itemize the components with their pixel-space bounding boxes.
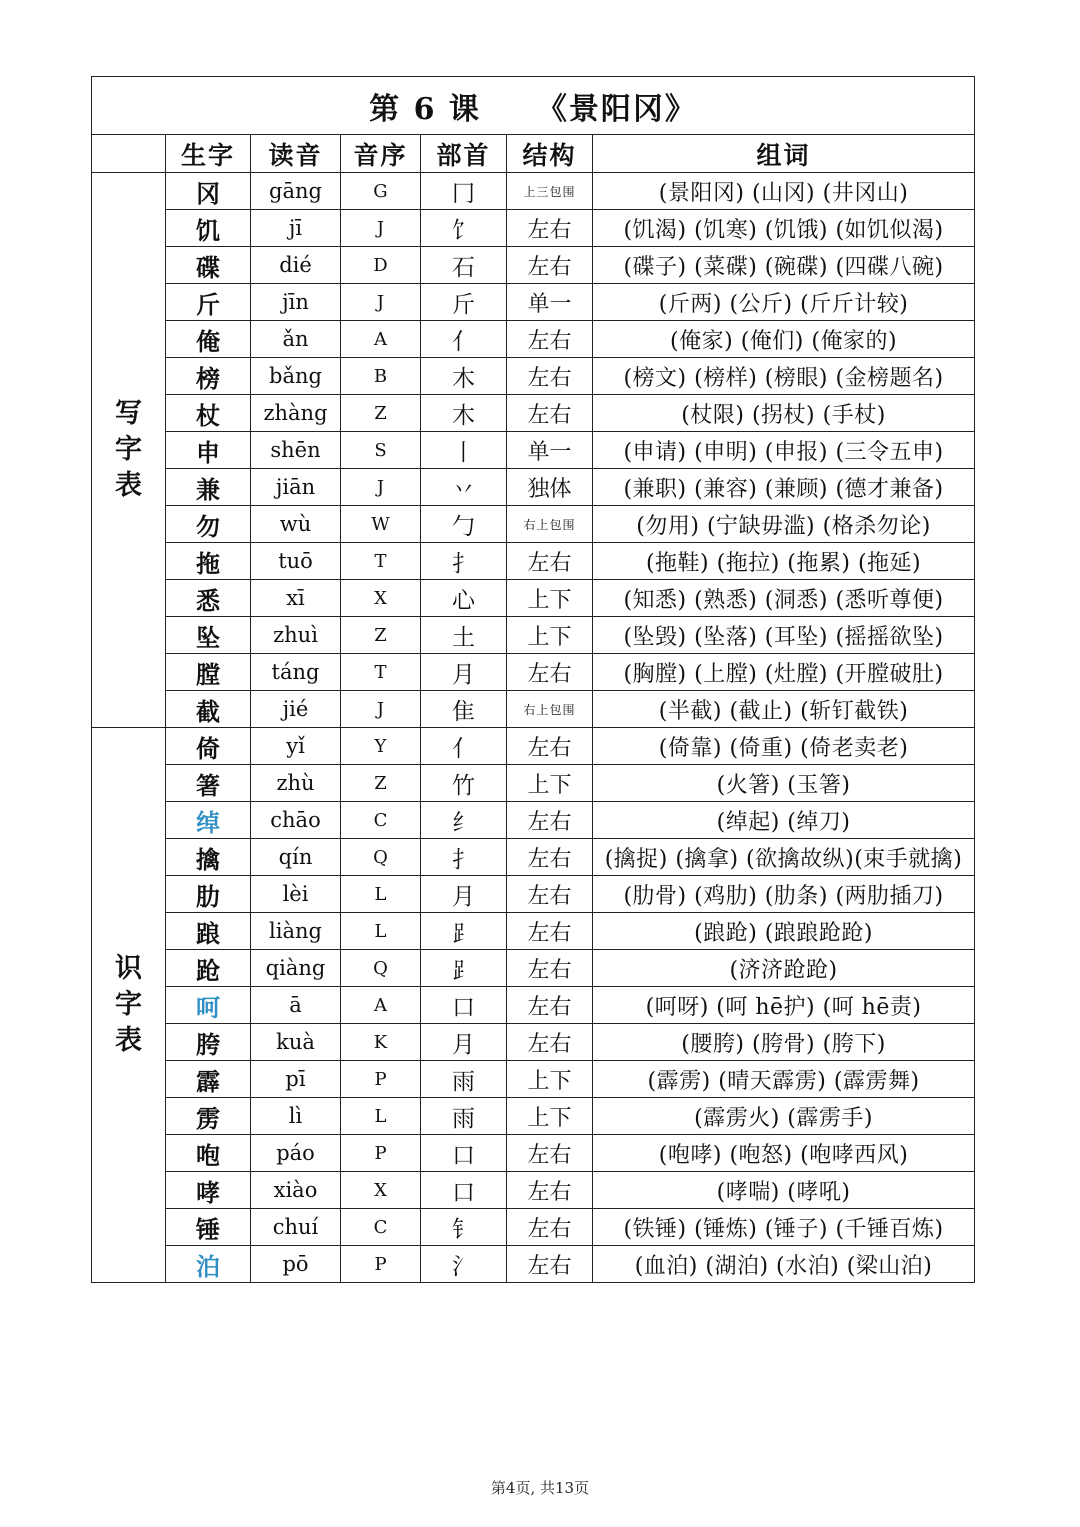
char-cell: 雳 [166,1098,251,1135]
table-row [92,1246,975,1283]
header-order: 音序 [341,135,421,173]
header-structure: 结构 [507,135,593,173]
table-row [92,802,975,839]
char-cell: 截 [166,691,251,728]
order-cell: X [341,580,421,617]
table-row [92,210,975,247]
pinyin-cell: liàng [251,913,341,950]
radical-cell: 石 [421,247,507,284]
words-cell: (腰胯) (胯骨) (胯下) [593,1024,975,1061]
order-cell: T [341,543,421,580]
radical-cell: 饣 [421,210,507,247]
words-cell: (兼职) (兼容) (兼顾) (德才兼备) [593,469,975,506]
pinyin-cell: tuō [251,543,341,580]
structure-cell: 左右 [507,802,593,839]
structure-cell: 左右 [507,358,593,395]
pinyin-cell: kuà [251,1024,341,1061]
pinyin-cell: zhù [251,765,341,802]
structure-cell: 左右 [507,876,593,913]
words-cell: (血泊) (湖泊) (水泊) (梁山泊) [593,1246,975,1283]
structure-cell: 左右 [507,913,593,950]
words-cell: (呵呀) (呵 hē护) (呵 hē责) [593,987,975,1024]
words-cell: (知悉) (熟悉) (洞悉) (悉听尊便) [593,580,975,617]
structure-cell: 左右 [507,654,593,691]
pinyin-cell: ǎn [251,321,341,358]
radical-cell: ⻊ [421,913,507,950]
structure-cell: 左右 [507,1246,593,1283]
order-cell: C [341,802,421,839]
words-cell: (咆哮) (咆怒) (咆哮西风) [593,1135,975,1172]
words-cell: (饥渴) (饥寒) (饥饿) (如饥似渴) [593,210,975,247]
words-cell: (胸膛) (上膛) (灶膛) (开膛破肚) [593,654,975,691]
char-cell: 膛 [166,654,251,691]
radical-cell: 月 [421,1024,507,1061]
table-row [92,543,975,580]
pinyin-cell: jié [251,691,341,728]
structure-cell: 左右 [507,543,593,580]
words-cell: (拖鞋) (拖拉) (拖累) (拖延) [593,543,975,580]
pinyin-cell: pō [251,1246,341,1283]
table-row [92,1098,975,1135]
table-row [92,1135,975,1172]
char-cell: 饥 [166,210,251,247]
words-cell: (榜文) (榜样) (榜眼) (金榜题名) [593,358,975,395]
char-cell: 申 [166,432,251,469]
structure-cell: 左右 [507,210,593,247]
order-cell: J [341,284,421,321]
structure-cell: 上三包围 [507,173,593,210]
radical-cell: 木 [421,358,507,395]
char-cell: 倚 [166,728,251,765]
table-row [92,358,975,395]
title-row [92,77,975,135]
char-cell: 霹 [166,1061,251,1098]
words-cell: (俺家) (俺们) (俺家的) [593,321,975,358]
words-cell: (肋骨) (鸡肋) (肋条) (两肋插刀) [593,876,975,913]
pinyin-cell: qín [251,839,341,876]
pinyin-cell: zhàng [251,395,341,432]
table-row [92,987,975,1024]
table-body [92,173,975,1283]
char-cell: 踉 [166,913,251,950]
radical-cell: 雨 [421,1061,507,1098]
char-cell: 呵 [166,987,251,1024]
table-row [92,876,975,913]
order-cell: Z [341,765,421,802]
radical-cell: 亻 [421,321,507,358]
radical-cell: 丷 [421,469,507,506]
order-cell: X [341,1172,421,1209]
order-cell: K [341,1024,421,1061]
radical-cell: 钅 [421,1209,507,1246]
pinyin-cell: jīn [251,284,341,321]
structure-cell: 左右 [507,321,593,358]
pinyin-cell: shēn [251,432,341,469]
words-cell: (济济跄跄) [593,950,975,987]
char-cell: 跄 [166,950,251,987]
order-cell: S [341,432,421,469]
radical-cell: 亻 [421,728,507,765]
char-cell: 榜 [166,358,251,395]
words-cell: (景阳冈) (山冈) (井冈山) [593,173,975,210]
table-row [92,469,975,506]
pinyin-cell: wù [251,506,341,543]
order-cell: B [341,358,421,395]
order-cell: W [341,506,421,543]
lesson-title [92,77,975,135]
page-footer: 第4页, 共13页 [490,1479,590,1497]
words-cell: (踉跄) (踉踉跄跄) [593,913,975,950]
table-row [92,1209,975,1246]
pinyin-cell: jī [251,210,341,247]
structure-cell: 上下 [507,1098,593,1135]
order-cell: A [341,987,421,1024]
table-row [92,1061,975,1098]
pinyin-cell: bǎng [251,358,341,395]
structure-cell: 上下 [507,580,593,617]
order-cell: G [341,173,421,210]
pinyin-cell: gāng [251,173,341,210]
order-cell: L [341,876,421,913]
char-cell: 哮 [166,1172,251,1209]
radical-cell: 雨 [421,1098,507,1135]
pinyin-cell: táng [251,654,341,691]
header-words: 组词 [593,135,975,173]
words-cell: (半截) (截止) (斩钉截铁) [593,691,975,728]
pinyin-cell: yǐ [251,728,341,765]
radical-cell: 土 [421,617,507,654]
table-row [92,395,975,432]
char-cell: 兼 [166,469,251,506]
char-cell: 悉 [166,580,251,617]
structure-cell: 单一 [507,284,593,321]
header-row [92,135,975,173]
table-row [92,913,975,950]
structure-cell: 左右 [507,1209,593,1246]
header-radical: 部首 [421,135,507,173]
char-cell: 绰 [166,802,251,839]
structure-cell: 右上包围 [507,691,593,728]
char-cell: 冈 [166,173,251,210]
pinyin-cell: ā [251,987,341,1024]
pinyin-cell: páo [251,1135,341,1172]
radical-cell: 木 [421,395,507,432]
words-cell: (坠毁) (坠落) (耳坠) (摇摇欲坠) [593,617,975,654]
char-cell: 斤 [166,284,251,321]
table-row [92,654,975,691]
structure-cell: 单一 [507,432,593,469]
char-cell: 箸 [166,765,251,802]
order-cell: J [341,469,421,506]
words-cell: (倚靠) (倚重) (倚老卖老) [593,728,975,765]
pinyin-cell: zhuì [251,617,341,654]
pinyin-cell: jiān [251,469,341,506]
vocab-table [91,76,975,1283]
pinyin-cell: qiàng [251,950,341,987]
table-row [92,691,975,728]
order-cell: Z [341,395,421,432]
order-cell: J [341,691,421,728]
char-cell: 俺 [166,321,251,358]
structure-cell: 左右 [507,247,593,284]
table-row [92,765,975,802]
order-cell: P [341,1061,421,1098]
order-cell: Y [341,728,421,765]
table-row [92,506,975,543]
order-cell: L [341,1098,421,1135]
table-row [92,1024,975,1061]
words-cell: (擒捉) (擒拿) (欲擒故纵)(束手就擒) [593,839,975,876]
pinyin-cell: pī [251,1061,341,1098]
radical-cell: 丨 [421,432,507,469]
table-row [92,950,975,987]
structure-cell: 左右 [507,395,593,432]
words-cell: (火箸) (玉箸) [593,765,975,802]
order-cell: P [341,1135,421,1172]
radical-cell: 扌 [421,543,507,580]
structure-cell: 左右 [507,1135,593,1172]
words-cell: (霹雳) (晴天霹雳) (霹雳舞) [593,1061,975,1098]
table-row [92,617,975,654]
words-cell: (霹雳火) (霹雳手) [593,1098,975,1135]
pinyin-cell: chāo [251,802,341,839]
order-cell: L [341,913,421,950]
header-char: 生字 [166,135,251,173]
order-cell: A [341,321,421,358]
table-row [92,432,975,469]
structure-cell: 左右 [507,987,593,1024]
radical-cell: 口 [421,1172,507,1209]
radical-cell: 月 [421,876,507,913]
char-cell: 咆 [166,1135,251,1172]
structure-cell: 左右 [507,1172,593,1209]
pinyin-cell: xiào [251,1172,341,1209]
pinyin-cell: xī [251,580,341,617]
radical-cell: 心 [421,580,507,617]
lesson-number: 第 6 课 [369,91,481,127]
structure-cell: 左右 [507,728,593,765]
words-cell: (哮喘) (哮吼) [593,1172,975,1209]
section-label: 写 字 表 [92,173,166,728]
char-cell: 勿 [166,506,251,543]
char-cell: 肋 [166,876,251,913]
table-row [92,728,975,765]
radical-cell: 竹 [421,765,507,802]
pinyin-cell: lì [251,1098,341,1135]
order-cell: D [341,247,421,284]
structure-cell: 上下 [507,1061,593,1098]
radical-cell: 冂 [421,173,507,210]
words-cell: (申请) (申明) (申报) (三令五申) [593,432,975,469]
radical-cell: ⻊ [421,950,507,987]
section-label: 识 字 表 [92,728,166,1283]
structure-cell: 左右 [507,950,593,987]
char-cell: 杖 [166,395,251,432]
table-row [92,247,975,284]
order-cell: Q [341,839,421,876]
radical-cell: 月 [421,654,507,691]
char-cell: 胯 [166,1024,251,1061]
radical-cell: 口 [421,987,507,1024]
char-cell: 泊 [166,1246,251,1283]
order-cell: Z [341,617,421,654]
order-cell: T [341,654,421,691]
table-row [92,1172,975,1209]
words-cell: (勿用) (宁缺毋滥) (格杀勿论) [593,506,975,543]
order-cell: J [341,210,421,247]
radical-cell: 勹 [421,506,507,543]
lesson-name: 《景阳冈》 [536,91,697,127]
radical-cell: 扌 [421,839,507,876]
radical-cell: 氵 [421,1246,507,1283]
radical-cell: 口 [421,1135,507,1172]
order-cell: P [341,1246,421,1283]
radical-cell: 纟 [421,802,507,839]
words-cell: (杖限) (拐杖) (手杖) [593,395,975,432]
radical-cell: 隹 [421,691,507,728]
char-cell: 锤 [166,1209,251,1246]
structure-cell: 右上包围 [507,506,593,543]
pinyin-cell: lèi [251,876,341,913]
structure-cell: 上下 [507,617,593,654]
structure-cell: 独体 [507,469,593,506]
radical-cell: 斤 [421,284,507,321]
char-cell: 碟 [166,247,251,284]
words-cell: (碟子) (菜碟) (碗碟) (四碟八碗) [593,247,975,284]
order-cell: Q [341,950,421,987]
words-cell: (斤两) (公斤) (斤斤计较) [593,284,975,321]
header-pinyin: 读音 [251,135,341,173]
words-cell: (绰起) (绰刀) [593,802,975,839]
structure-cell: 左右 [507,1024,593,1061]
header-blank [92,135,166,173]
structure-cell: 上下 [507,765,593,802]
pinyin-cell: dié [251,247,341,284]
char-cell: 坠 [166,617,251,654]
pinyin-cell: chuí [251,1209,341,1246]
table-row [92,173,975,210]
structure-cell: 左右 [507,839,593,876]
table-row [92,580,975,617]
order-cell: C [341,1209,421,1246]
char-cell: 拖 [166,543,251,580]
table-row [92,839,975,876]
words-cell: (铁锤) (锤炼) (锤子) (千锤百炼) [593,1209,975,1246]
table-row [92,321,975,358]
table-row [92,284,975,321]
char-cell: 擒 [166,839,251,876]
